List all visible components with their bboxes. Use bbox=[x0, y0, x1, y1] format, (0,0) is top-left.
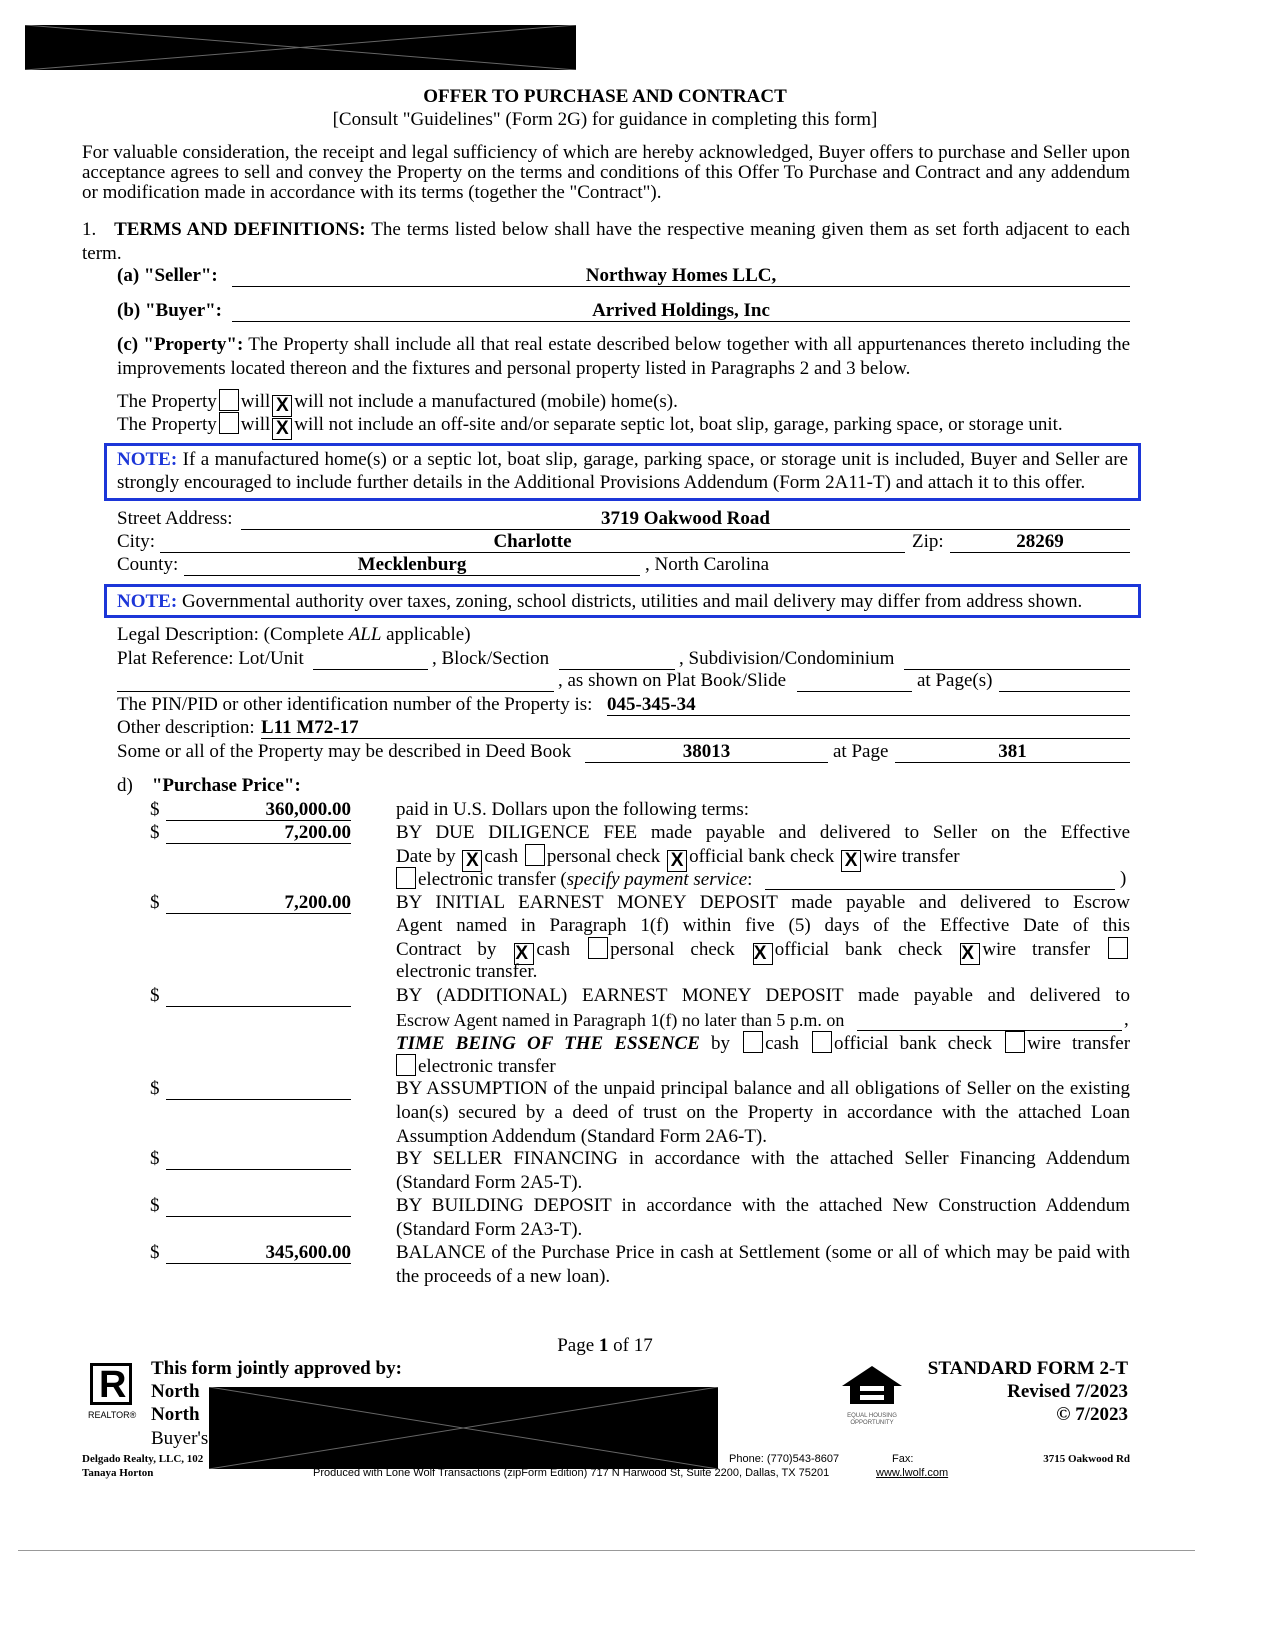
dd-electronic-transfer-checkbox[interactable] bbox=[396, 867, 416, 889]
dd-official-bank-check-checkbox[interactable]: X bbox=[667, 850, 687, 872]
buyer-value: Arrived Holdings, Inc bbox=[232, 299, 1130, 322]
form-title: OFFER TO PURCHASE AND CONTRACT bbox=[423, 86, 787, 107]
due-diligence-text: BY DUE DILIGENCE FEE made payable and delivered to Seller on the Effective bbox=[396, 822, 1130, 843]
em-wire-transfer-checkbox[interactable]: X bbox=[960, 943, 980, 965]
legal-description-label bbox=[117, 623, 471, 647]
by-label: by bbox=[711, 1033, 731, 1054]
em-personal-check-checkbox[interactable] bbox=[588, 937, 608, 959]
comma: , bbox=[1124, 1009, 1129, 1030]
agent-name: Tanaya Horton bbox=[82, 1467, 154, 1479]
approver-1: North bbox=[151, 1381, 200, 1402]
cash-label: cash bbox=[484, 846, 519, 867]
wire-transfer-label: wire transfer bbox=[863, 846, 960, 867]
seller-label: (a) "Seller": bbox=[117, 265, 218, 286]
purchase-price-label bbox=[117, 774, 301, 798]
note-governmental bbox=[104, 584, 1141, 618]
note-label: NOTE: bbox=[117, 591, 178, 612]
dd-cash-checkbox[interactable]: X bbox=[462, 850, 482, 872]
add-cash-checkbox[interactable] bbox=[743, 1031, 763, 1053]
offsite-suffix: will not include an off-site and/or separate septic lot, boat slip, garage, parking space, or storage unit. bbox=[294, 414, 1063, 435]
date-by-label: Date by bbox=[396, 846, 456, 867]
subdivision-field[interactable] bbox=[904, 647, 1130, 670]
offsite-line bbox=[117, 412, 1063, 440]
official-bank-check-label: official bank check bbox=[774, 939, 943, 960]
initial-em-text-1: BY INITIAL EARNEST MONEY DEPOSIT made payable and delivered to Escrow bbox=[396, 892, 1130, 913]
section-1-heading: TERMS AND DEFINITIONS: bbox=[114, 219, 366, 240]
dollar-sign: $ bbox=[150, 1148, 160, 1169]
plat-book-field[interactable] bbox=[797, 669, 912, 692]
property-label: (c) "Property": bbox=[117, 334, 244, 355]
lwolf-link[interactable]: www.lwolf.com bbox=[876, 1467, 949, 1479]
redaction-footer bbox=[209, 1387, 718, 1469]
note-text: If a manufactured home(s) or a septic lot, boat slip, garage, parking space, or storage unit is included, Buyer and Seller are strongly encouraged to include further details in the Additional Provisions Addendum (Form 2A11-T) and attach it to this offer. bbox=[117, 449, 1128, 493]
plat-book-label: , as shown on Plat Book/Slide bbox=[558, 670, 787, 691]
seller-financing-value[interactable] bbox=[166, 1147, 351, 1170]
building-deposit-text: BY BUILDING DEPOSIT in accordance with the attached New Construction Addendum (Standard Form 2A3-T). bbox=[396, 1195, 1130, 1240]
close-paren: ) bbox=[1120, 868, 1127, 889]
county-label: County: bbox=[117, 554, 179, 575]
additional-em-methods bbox=[396, 1031, 1130, 1056]
contract-by-label: Contract by bbox=[396, 939, 497, 960]
em-electronic-transfer-checkbox[interactable] bbox=[1108, 937, 1128, 959]
zip-value: 28269 bbox=[950, 530, 1130, 553]
form-subtitle: [Consult "Guidelines" (Form 2G) for guidance in completing this form] bbox=[332, 109, 878, 130]
agency-name: Delgado Realty, LLC, 102 bbox=[82, 1453, 204, 1465]
dollar-sign: $ bbox=[150, 985, 160, 1006]
standard-form: STANDARD FORM 2-T bbox=[927, 1358, 1128, 1379]
balance-text: BALANCE of the Purchase Price in cash at Settlement (some or all of which may be paid with the proceeds of a new loan). bbox=[396, 1242, 1130, 1287]
em-official-bank-check-checkbox[interactable]: X bbox=[753, 943, 773, 965]
mh-will-not-checkbox[interactable]: X bbox=[272, 395, 292, 417]
realtor-word: REALTOR® bbox=[88, 1410, 137, 1420]
assumption-value[interactable] bbox=[166, 1077, 351, 1100]
additional-em-text-2: Escrow Agent named in Paragraph 1(f) no later than 5 p.m. on bbox=[396, 1010, 845, 1030]
property-definition bbox=[117, 333, 1130, 381]
equal-housing-text: EQUAL HOUSING OPPORTUNITY bbox=[847, 1413, 897, 1426]
deed-book-value: 38013 bbox=[585, 740, 828, 763]
city-value: Charlotte bbox=[160, 530, 905, 553]
note-label: NOTE: bbox=[117, 449, 178, 470]
add-wire-transfer-checkbox[interactable] bbox=[1005, 1031, 1025, 1053]
city-label: City: bbox=[117, 531, 156, 552]
seller-financing-text: BY SELLER FINANCING in accordance with the attached Seller Financing Addendum (Standard Form 2A5-T). bbox=[396, 1148, 1130, 1193]
personal-check-label: personal check bbox=[610, 939, 735, 960]
page-number bbox=[0, 1334, 1210, 1358]
additional-earnest-money-value[interactable] bbox=[166, 984, 351, 1007]
specify-payment-label: specify payment service bbox=[566, 869, 748, 890]
em-cash-checkbox[interactable]: X bbox=[514, 943, 534, 965]
time-essence-label: TIME BEING OF THE ESSENCE bbox=[396, 1033, 700, 1054]
offsite-will-checkbox[interactable] bbox=[219, 412, 239, 434]
note-text: Governmental authority over taxes, zoning, school districts, utilities and mail delivery may differ from address shown. bbox=[181, 591, 1083, 612]
block-field[interactable] bbox=[559, 647, 675, 670]
phone: Phone: (770)543-8607 bbox=[729, 1453, 840, 1465]
cash-label: cash bbox=[765, 1033, 799, 1054]
deed-page-value: 381 bbox=[895, 740, 1130, 763]
intro-paragraph: For valuable consideration, the receipt and legal sufficiency of which are hereby acknowledged, Buyer offers to purchase and Seller upon acceptance agrees to sell and convey the Property on the terms and conditions of this Offer To Purchase and Contract and any addendum or modification made in accordance with its terms (together the "Contract"). bbox=[82, 142, 1130, 203]
property-text: The Property shall include all that real estate described below together with all appurtenances thereto including the improvements located thereon and the fixtures and personal property listed in Paragraphs 2 and 3 below. bbox=[117, 334, 1131, 379]
section-1-text bbox=[82, 218, 1130, 266]
lot-unit-field[interactable] bbox=[313, 647, 428, 670]
legal-desc-all: ALL bbox=[348, 624, 382, 645]
due-diligence-fee-value: 7,200.00 bbox=[166, 821, 351, 844]
revised-date: Revised 7/2023 bbox=[1007, 1381, 1128, 1402]
will-label: will bbox=[240, 391, 271, 412]
total-price-text: paid in U.S. Dollars upon the following terms: bbox=[396, 799, 750, 820]
building-deposit-value[interactable] bbox=[166, 1194, 351, 1217]
equal-housing-logo bbox=[840, 1364, 904, 1426]
dd-electronic-line bbox=[396, 867, 752, 892]
wire-transfer-label: wire transfer bbox=[1027, 1033, 1131, 1054]
additional-em-text-1: BY (ADDITIONAL) EARNEST MONEY DEPOSIT made payable and delivered to bbox=[396, 985, 1130, 1006]
property-prefix: The Property bbox=[117, 414, 217, 435]
state-text: , North Carolina bbox=[645, 554, 770, 575]
initial-earnest-money-value: 7,200.00 bbox=[166, 891, 351, 914]
legal-desc-pre: Legal Description: (Complete bbox=[117, 624, 349, 645]
initial-em-text-2: Agent named in Paragraph 1(f) within five (5) days of the Effective Date of this bbox=[396, 915, 1130, 936]
buyers-initials: Buyer's bbox=[151, 1428, 209, 1449]
realtor-logo bbox=[90, 1363, 132, 1405]
electronic-transfer-label: electronic transfer. bbox=[396, 961, 538, 982]
county-value: Mecklenburg bbox=[184, 553, 640, 576]
street-value: 3719 Oakwood Road bbox=[241, 507, 1130, 530]
subdivision-field-continued[interactable] bbox=[117, 669, 554, 692]
street-label: Street Address: bbox=[117, 508, 233, 529]
deed-book-label: Some or all of the Property may be described in Deed Book bbox=[117, 741, 572, 762]
legal-desc-post: applicable) bbox=[381, 624, 471, 645]
buyer-label: (b) "Buyer": bbox=[117, 300, 223, 321]
seller-value: Northway Homes LLC, bbox=[232, 264, 1130, 287]
purchase-price-heading: "Purchase Price": bbox=[151, 775, 301, 796]
subdivision-label: , Subdivision/Condominium bbox=[679, 648, 895, 669]
other-description-label: Other description: bbox=[117, 717, 255, 738]
section-1-number: 1. bbox=[82, 219, 97, 240]
balance-value: 345,600.00 bbox=[166, 1241, 351, 1264]
cash-label: cash bbox=[536, 939, 571, 960]
offsite-will-not-checkbox[interactable]: X bbox=[272, 418, 292, 440]
page-pre: Page bbox=[557, 1335, 599, 1356]
deed-at-page-label: at Page bbox=[833, 741, 889, 762]
pin-label: The PIN/PID or other identification number of the Property is: bbox=[117, 694, 593, 715]
personal-check-label: personal check bbox=[546, 846, 661, 867]
dd-wire-transfer-checkbox[interactable]: X bbox=[841, 850, 861, 872]
section-1-body: The terms listed below shall have the respective meaning given them as set forth adjacent to each term. bbox=[82, 219, 1130, 264]
total-price-value: 360,000.00 bbox=[166, 798, 351, 821]
electronic-transfer-label: electronic transfer ( bbox=[418, 869, 567, 890]
dollar-sign: $ bbox=[150, 1078, 160, 1099]
dollar-sign: $ bbox=[150, 1242, 160, 1263]
will-label: will bbox=[240, 414, 271, 435]
wire-transfer-label: wire transfer bbox=[982, 939, 1091, 960]
page-num: 1 bbox=[598, 1335, 609, 1356]
pin-value: 045-345-34 bbox=[607, 693, 1130, 716]
approved-by: This form jointly approved by: bbox=[151, 1358, 402, 1379]
dd-personal-check-checkbox[interactable] bbox=[525, 844, 545, 866]
produced-with: Produced with Lone Wolf Transactions (zipForm Edition) 717 N Harwood St, Suite 2200, Dallas, TX 75201 bbox=[313, 1467, 830, 1479]
assumption-text: BY ASSUMPTION of the unpaid principal balance and all obligations of Seller on the existing loan(s) secured by a deed of trust on the Property in accordance with the attached Loan Assumption Addendum (Standard Form 2A6-T). bbox=[396, 1078, 1130, 1147]
official-bank-check-label: official bank check bbox=[689, 846, 835, 867]
realtor-r-icon: R bbox=[99, 1364, 127, 1406]
purchase-price-letter: d) bbox=[117, 775, 133, 796]
approver-2: North bbox=[151, 1404, 200, 1425]
mh-suffix: will not include a manufactured (mobile) home(s). bbox=[294, 391, 678, 412]
property-prefix: The Property bbox=[117, 391, 217, 412]
add-official-bank-check-checkbox[interactable] bbox=[812, 1031, 832, 1053]
dollar-sign: $ bbox=[150, 799, 160, 820]
note-manufactured-home bbox=[104, 443, 1141, 501]
payment-service-field[interactable] bbox=[765, 867, 1115, 890]
specify-colon: : bbox=[747, 869, 753, 890]
add-electronic-line bbox=[396, 1054, 556, 1079]
plat-ref-label: Plat Reference: Lot/Unit bbox=[117, 648, 304, 669]
zip-label: Zip: bbox=[912, 531, 944, 552]
redaction-top bbox=[25, 25, 576, 70]
page-post: of 17 bbox=[608, 1335, 653, 1356]
block-label: , Block/Section bbox=[432, 648, 550, 669]
other-description-value: L11 M72-17 bbox=[261, 716, 1130, 739]
dollar-sign: $ bbox=[150, 1195, 160, 1216]
fax: Fax: bbox=[892, 1453, 914, 1465]
add-electronic-transfer-checkbox[interactable] bbox=[396, 1054, 416, 1076]
file-name: 3715 Oakwood Rd bbox=[1043, 1453, 1130, 1465]
dollar-sign: $ bbox=[150, 892, 160, 913]
copyright: © 7/2023 bbox=[1056, 1404, 1128, 1425]
at-pages-label: at Page(s) bbox=[917, 670, 993, 691]
page-bottom-rule bbox=[18, 1550, 1195, 1551]
dollar-sign: $ bbox=[150, 822, 160, 843]
electronic-transfer-label: electronic transfer bbox=[418, 1056, 556, 1077]
equal-housing-icon bbox=[840, 1364, 904, 1406]
official-bank-check-label: official bank check bbox=[834, 1033, 993, 1054]
additional-em-date-field[interactable] bbox=[857, 1008, 1122, 1031]
plat-pages-field[interactable] bbox=[999, 669, 1130, 692]
mh-will-checkbox[interactable] bbox=[219, 389, 239, 411]
